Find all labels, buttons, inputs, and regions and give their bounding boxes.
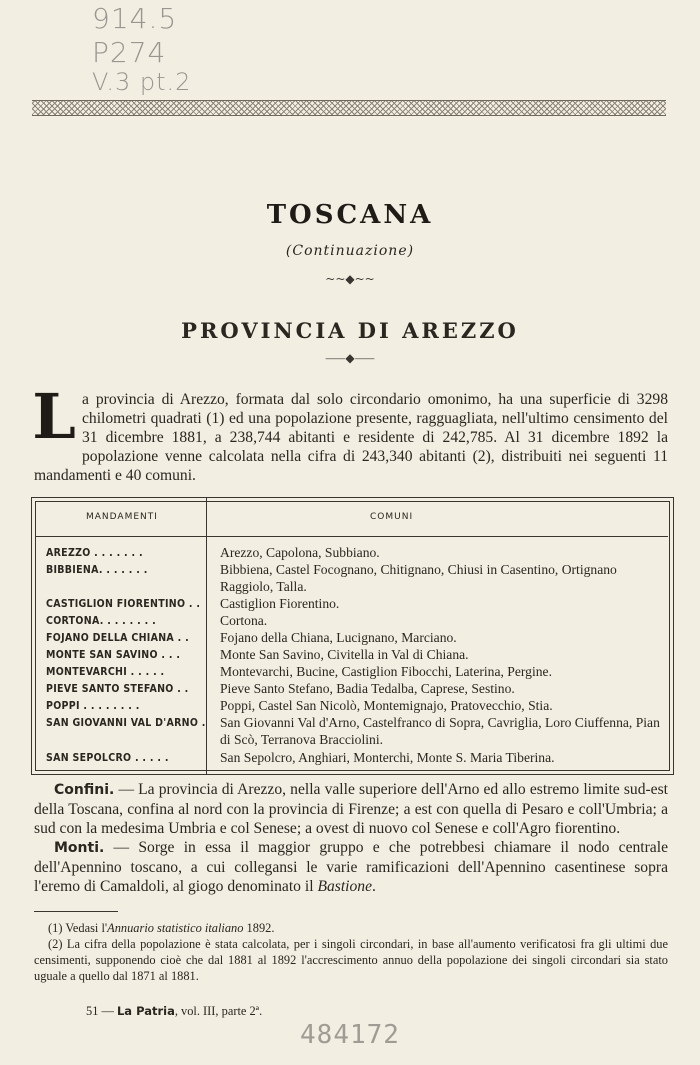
table-row-mandamento: SAN SEPOLCRO . . . . . [46, 752, 169, 764]
table-row-comuni: Cortona. [220, 613, 268, 628]
section-title: PROVINCIA DI AREZZO [181, 318, 519, 343]
table-row-mandamento: AREZZO . . . . . . . [46, 547, 143, 559]
table-row-comuni: Fojano della Chiana, Lucignano, Marciano. [220, 630, 457, 645]
callmark-line2: P274 [92, 36, 167, 69]
table-row-comuni: Montevarchi, Bucine, Castiglion Fibocchi, Laterina, Pergine. [220, 664, 552, 679]
ornament-divider: ~~◆~~ [325, 272, 375, 286]
table-row-mandamento: SAN GIOVANNI VAL D'ARNO . [46, 717, 206, 729]
table-row-mandamento: BIBBIENA. . . . . . . [46, 564, 148, 576]
table-row-mandamento: PIEVE SANTO STEFANO . . [46, 683, 189, 695]
footnote-1: (1) Vedasi l'Annuario statistico italiano 1892. [48, 921, 275, 935]
footnote-2: (2) La cifra della popolazione è stata calcolata, per i singoli circondari, in base all'aumento verificatosi fra gli ultimi due censimenti, supponendo cioè che dal 1881 al 1892 l'accrescimento annuo della popolazione dei singoli circondari sia stato uguale a quello dal 1871 al 1881. [34, 937, 668, 983]
table-header-mandamenti: MANDAMENTI [86, 512, 158, 522]
table-column-divider [206, 497, 207, 775]
footnote-rule [34, 911, 118, 912]
table-row-mandamento: POPPI . . . . . . . . [46, 700, 140, 712]
table-row-mandamento: CORTONA. . . . . . . . [46, 615, 156, 627]
ornament-divider-2: ⸺◆⸺ [325, 351, 375, 365]
footnotes [34, 920, 668, 984]
callmark-line3: V.3 pt.2 [92, 68, 192, 96]
paragraph-monti: Monti. — Sorge in essa il maggior gruppo e che potrebbesi chiamare il nodo centrale dell'Apennino toscano, a cui collegansi le varie ramificazioni dell'Apennino casentinese sopra l'eremo di Camaldoli, al giogo denominato il Bastione. [34, 839, 668, 895]
table-row-comuni: Monte San Savino, Civitella in Val di Chiana. [220, 647, 469, 662]
body-text [34, 780, 668, 896]
table-row-mandamento: FOJANO DELLA CHIANA . . [46, 632, 189, 644]
intro-text: a provincia di Arezzo, formata dal solo circondario omonimo, ha una superficie di 3298 chilometri quadrati (1) ed una popolazione presente, ragguagliata, nell'ultimo censimento del 31 dicembre 1881, a 238,744 abitanti e residente di 242,785. Al 31 dicembre 1892 la popolazione venne calcolata nella cifra di 243,340 abitanti (2), distribuiti nei seguenti 11 mandamenti e 40 comuni. [34, 391, 668, 484]
page-title: TOSCANA [266, 200, 434, 230]
decorative-header-band [32, 100, 666, 116]
table-row-mandamento: CASTIGLION FIORENTINO . . [46, 598, 201, 610]
subtitle: (Continuazione) [285, 243, 415, 259]
drop-cap: L [32, 380, 76, 453]
table-row-comuni: Poppi, Castel San Nicolò, Montemignajo, Pratovecchio, Stia. [220, 698, 553, 713]
intro-paragraph [32, 380, 668, 485]
page-footer: 51 — La Patria, vol. III, parte 2ª. [86, 1004, 263, 1018]
table-row-comuni: San Sepolcro, Anghiari, Monterchi, Monte S. Maria Tiberina. [220, 750, 555, 765]
table-row-comuni: Bibbiena, Castel Focognano, Chitignano, Chiusi in Casentino, Ortignano Raggiolo, Talla. [220, 562, 617, 594]
table-header-comuni: COMUNI [370, 512, 414, 522]
table-row-mandamento: MONTEVARCHI . . . . . [46, 666, 165, 678]
callmark-line1: 914.5 [92, 2, 178, 35]
table-row-comuni: Pieve Santo Stefano, Badia Tedalba, Caprese, Sestino. [220, 681, 515, 696]
table-row-comuni: Arezzo, Capolona, Subbiano. [220, 545, 380, 560]
table-header-rule [35, 536, 668, 537]
table-row-mandamento: MONTE SAN SAVINO . . . [46, 649, 181, 661]
library-stamp: 484172 [300, 1020, 400, 1050]
table-row-comuni: San Giovanni Val d'Arno, Castelfranco di Sopra, Cavriglia, Loro Ciuffenna, Pian di Scò, Terranova Bracciolini. [220, 715, 660, 747]
paragraph-confini: Confini. — La provincia di Arezzo, nella valle superiore dell'Arno ed allo estremo limite sud-est della Toscana, confina al nord con la provincia di Firenze; a est con quella di Pesaro e coll'Umbria; a sud con la medesima Umbria e col Senese; a ovest di nuovo col Senese e coll'Agro fiorentino. [34, 781, 668, 837]
table-row-comuni: Castiglion Fiorentino. [220, 596, 340, 611]
